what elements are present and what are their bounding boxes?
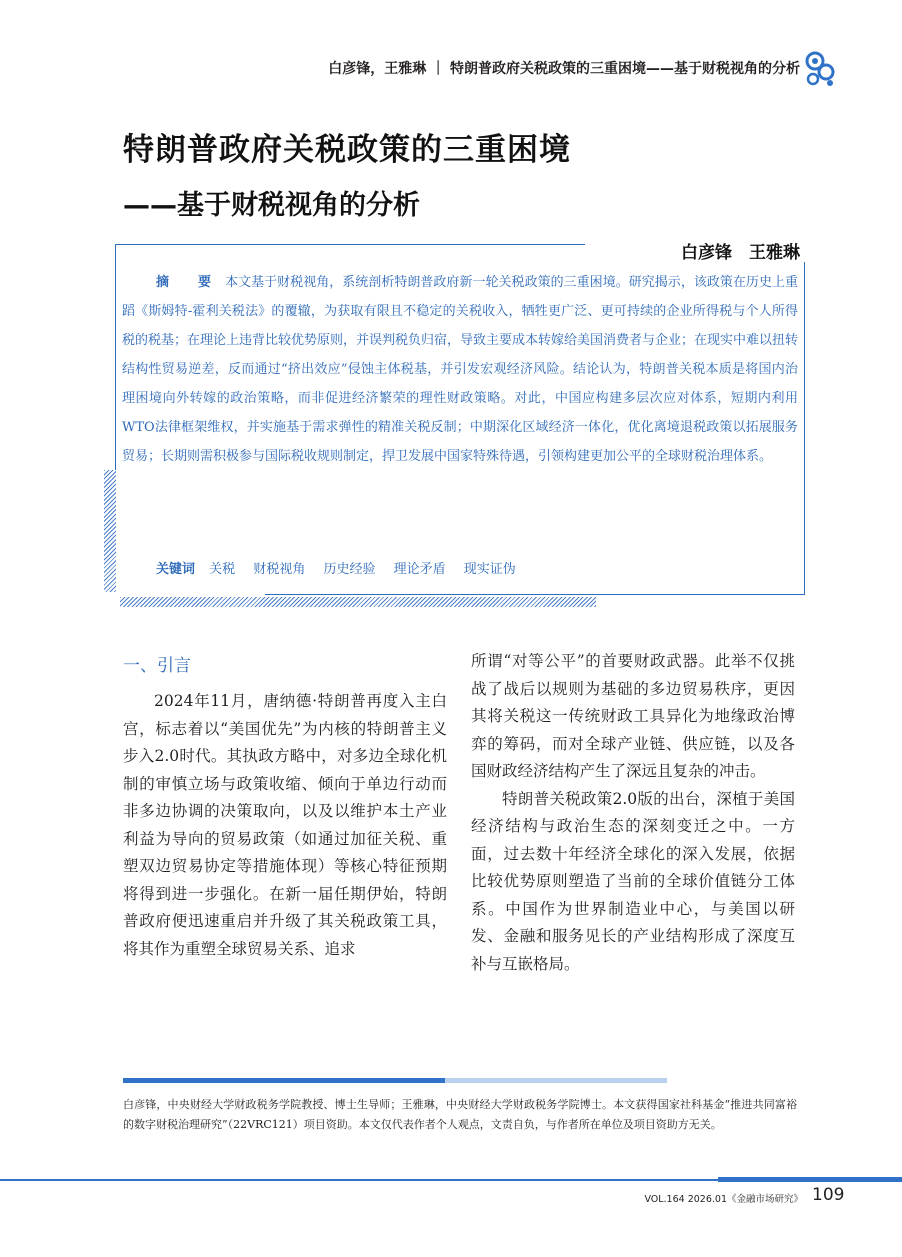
footnote-rule-light <box>445 1078 667 1083</box>
abstract-frame-bottom <box>265 594 805 595</box>
body-paragraph: 特朗普关税政策2.0版的出台，深植于美国经济结构与政治生态的深刻变迁之中。一方面，过去数十年经济全球化的深入发展，依据比较优势原则塑造了当前的全球价值链分工体系。中国作为世界制造业中心，与美国以研发、金融和服务见长的产业结构形成了深度互补与互嵌格局。 <box>471 789 795 973</box>
body-paragraph: 2024年11月，唐纳德·特朗普再度入主白宫，标志着以“美国优先”为内核的特朗普主义步入2.0时代。其执政方略中，对多边全球化机制的审慎立场与政策收缩、倾向于单边行动而非多边协调的决策取向，以及以维护本土产业利益为导向的贸易政策（如通过加征关税、重塑双边贸易协定等措施体现）等核心特征预期将得到进一步强化。在新一届任期伊始，特朗普政府便迅速重启并升级了其关税政策工具，将其作为重塑全球贸易关系、追求 <box>123 692 447 958</box>
abstract-frame-left <box>115 244 116 472</box>
keywords <box>156 558 530 577</box>
keyword-item: 理论矛盾 <box>393 562 446 577</box>
keyword-item: 关税 <box>209 562 236 577</box>
article-authors: 白彦锋 王雅琳 <box>681 243 800 263</box>
keywords-label: 关键词 <box>156 562 196 577</box>
article-subtitle: ——基于财税视角的分析 <box>123 190 420 221</box>
body-column-left <box>123 688 447 963</box>
footer-rule-accent <box>718 1177 902 1182</box>
abstract-hatch-decoration-left <box>104 470 116 592</box>
page-number: 109 <box>812 1185 845 1205</box>
article-title: 特朗普政府关税政策的三重困境 <box>123 132 571 168</box>
journal-info: VOL.164 2026.01《金融市场研究》 <box>644 1194 803 1205</box>
abstract-frame-top <box>115 244 585 245</box>
journal-logo-icon <box>803 50 837 88</box>
body-column-right <box>471 648 795 978</box>
author-footnote: 白彦锋，中央财经大学财政税务学院教授、博士生导师；王雅琳，中央财经大学财政税务学院博士。本文获得国家社科基金“推进共同富裕的数字财税治理研究”（22VRC121）项目资助。本文仅代表作者个人观点，文责自负，与作者所在单位及项目资助方无关。 <box>123 1098 797 1131</box>
keyword-item: 历史经验 <box>323 562 376 577</box>
keyword-item: 财税视角 <box>253 562 306 577</box>
section-heading: 一、引言 <box>123 656 191 676</box>
footnote-rule-dark <box>123 1078 445 1083</box>
running-header: 白彦锋，王雅琳 ｜ 特朗普政府关税政策的三重困境——基于财税视角的分析 <box>328 61 800 77</box>
abstract-hatch-decoration-bottom <box>120 597 596 607</box>
abstract-frame-right <box>804 262 805 595</box>
abstract-label: 摘 要 <box>156 275 220 290</box>
abstract-text: 本文基于财税视角，系统剖析特朗普政府新一轮关税政策的三重困境。研究揭示，该政策在历史上重蹈《斯姆特-霍利关税法》的覆辙，为获取有限且不稳定的关税收入，牺牲更广泛、更可持续的企业所得税与个人所得税的税基；在理论上违背比较优势原则，并误判税负归宿，导致主要成本转嫁给美国消费者与企业；在现实中难以扭转结构性贸易逆差，反而通过“挤出效应”侵蚀主体税基，并引发宏观经济风险。结论认为，特朗普关税本质是将国内治理困境向外转嫁的政治策略，而非促进经济繁荣的理性财政策略。对此，中国应构建多层次应对体系，短期内利用WTO法律框架维权，并实施基于需求弹性的精准关税反制；中期深化区域经济一体化，优化离境退税政策以拓展服务贸易；长期则需积极参与国际税收规则制定，捍卫发展中国家特殊待遇，引领构建更加公平的全球财税治理体系。 <box>122 275 799 464</box>
body-paragraph-continued: 所谓“对等公平”的首要财政武器。此举不仅挑战了战后以规则为基础的多边贸易秩序，更因其将关税这一传统财政工具异化为地缘政治博弈的筹码，而对全球产业链、供应链，以及各国财政经济结构产生了深远且复杂的冲击。 <box>471 652 795 780</box>
abstract <box>122 268 798 471</box>
keyword-item: 现实证伪 <box>463 562 516 577</box>
